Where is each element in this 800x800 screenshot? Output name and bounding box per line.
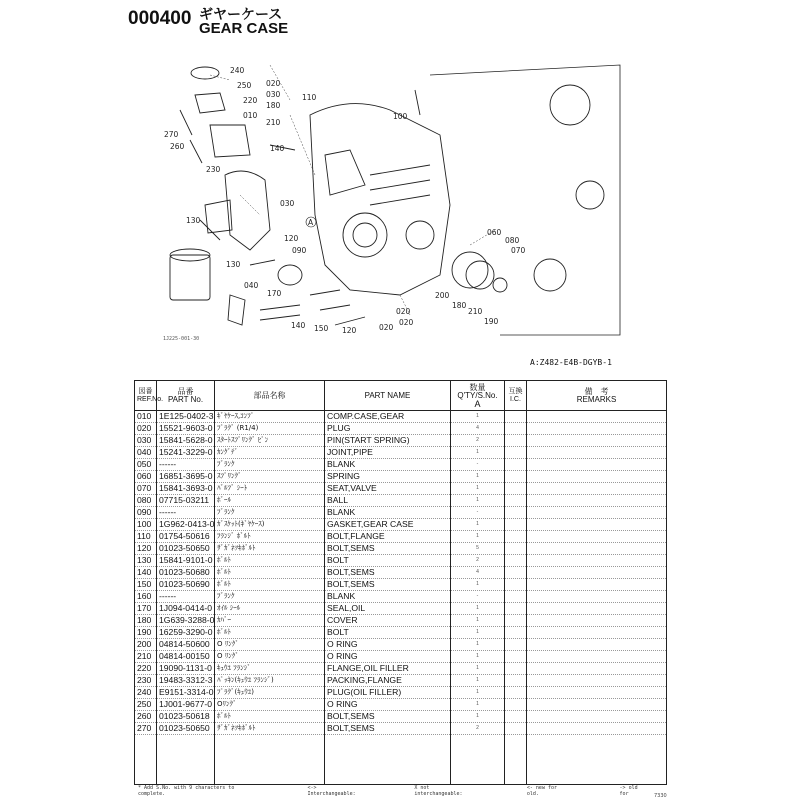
diagram-label: 020 xyxy=(379,323,394,332)
remarks-cell xyxy=(527,483,667,495)
qty-cell: 1 xyxy=(451,687,505,699)
figure-reference: A:Z482-E4B-DGYB-1 xyxy=(530,358,612,367)
qty-cell: - xyxy=(451,507,505,519)
qty-cell: 4 xyxy=(451,567,505,579)
jp-name-cell: ｽﾌﾟﾘﾝｸﾞ xyxy=(215,471,325,483)
remarks-cell xyxy=(527,579,667,591)
diagram-label: 030 xyxy=(280,199,295,208)
table-row xyxy=(135,687,667,699)
part-no-header xyxy=(157,381,215,411)
diagram-label: 150 xyxy=(314,324,329,333)
exploded-parts-diagram xyxy=(150,55,620,355)
remarks-cell xyxy=(527,471,667,483)
diagram-label: 070 xyxy=(511,246,526,255)
jp-name-cell: ﾌﾟﾗｸﾞ (R1/4) xyxy=(215,423,325,435)
diagram-label: 020 xyxy=(396,307,411,316)
ref-no-cell: 010 xyxy=(135,411,157,423)
ref-no-cell: 190 xyxy=(135,627,157,639)
table-row xyxy=(135,567,667,579)
diagram-label: 100 xyxy=(393,112,408,121)
qty-cell: 2 xyxy=(451,723,505,735)
jp-name-cell: ﾎﾞﾙﾄ xyxy=(215,627,325,639)
qty-cell: 2 xyxy=(451,555,505,567)
ref-no-cell: 140 xyxy=(135,567,157,579)
diagram-label: 270 xyxy=(164,130,179,139)
ref-no-cell: 040 xyxy=(135,447,157,459)
part-no-cell: 1J001-9677-0 xyxy=(157,699,215,711)
ref-no-cell: 060 xyxy=(135,471,157,483)
qty-cell: 1 xyxy=(451,639,505,651)
jp-name-cell: ﾌﾗﾝｼﾞ ﾎﾞﾙﾄ xyxy=(215,531,325,543)
part-no-cell: 1E125-0402-3 xyxy=(157,411,215,423)
qty-cell: 1 xyxy=(451,627,505,639)
ref-no-cell: 260 xyxy=(135,711,157,723)
part-no-cell: 1J094-0414-0 xyxy=(157,603,215,615)
diagram-label: 060 xyxy=(487,228,502,237)
qty-cell: 1 xyxy=(451,495,505,507)
blank-cell xyxy=(157,735,215,785)
remarks-header xyxy=(527,381,667,411)
diagram-label: 210 xyxy=(266,118,281,127)
ref-no-cell: 020 xyxy=(135,423,157,435)
qty-cell: 1 xyxy=(451,651,505,663)
table-row xyxy=(135,519,667,531)
ic-cell xyxy=(505,435,527,447)
qty-header xyxy=(451,381,505,411)
footer-note-old-for: -> old for xyxy=(619,785,638,797)
diagram-label: 220 xyxy=(243,96,258,105)
jp-name-cell: ﾌﾞﾗﾝｸ xyxy=(215,459,325,471)
part-name-header: PART NAME xyxy=(325,381,451,411)
diagram-drawing xyxy=(150,55,620,355)
part-no-cell: 15521-9603-0 xyxy=(157,423,215,435)
table-row xyxy=(135,507,667,519)
part-name-cell: BOLT,SEMS xyxy=(325,543,451,555)
table-row xyxy=(135,531,667,543)
table-row xyxy=(135,423,667,435)
ref-no-header xyxy=(135,381,164,411)
qty-cell: 1 xyxy=(451,663,505,675)
table-row xyxy=(135,483,667,495)
ref-no-header-jp: 図番 xyxy=(138,387,153,395)
remarks-cell xyxy=(527,639,667,651)
ic-cell xyxy=(505,687,527,699)
qty-cell: 2 xyxy=(451,435,505,447)
diagram-label: 260 xyxy=(170,142,185,151)
table-row xyxy=(135,411,667,423)
qty-cell: 5 xyxy=(451,543,505,555)
part-no-cell: 01023-50618 xyxy=(157,711,215,723)
qty-cell: - xyxy=(451,591,505,603)
qty-header-en: Q'TY/S.No. xyxy=(457,390,498,400)
part-no-cell: 19483-3312-3 xyxy=(157,675,215,687)
part-no-cell: ------ xyxy=(157,591,215,603)
diagram-label: 120 xyxy=(342,326,357,335)
ref-no-cell: 080 xyxy=(135,495,157,507)
diagram-label: 130 xyxy=(226,260,241,269)
remarks-cell xyxy=(527,675,667,687)
jp-name-cell: Oﾘﾝｸﾞ xyxy=(215,699,325,711)
ref-no-cell: 240 xyxy=(135,687,157,699)
diagram-label: 180 xyxy=(452,301,467,310)
part-no-cell: 19090-1131-0 xyxy=(157,663,215,675)
ic-header-en: I.C. xyxy=(510,395,521,403)
jp-name-header: 部品名称 xyxy=(215,381,325,411)
jp-name-cell: ｶﾝｸﾞﾃﾞ xyxy=(215,447,325,459)
remarks-cell xyxy=(527,699,667,711)
ic-cell xyxy=(505,567,527,579)
remarks-header-jp: 備 考 xyxy=(584,386,609,396)
diagram-label: 200 xyxy=(435,291,450,300)
part-no-cell: 01023-50690 xyxy=(157,579,215,591)
page-number: 7330 xyxy=(654,793,667,799)
ref-no-cell: 160 xyxy=(135,591,157,603)
ic-cell xyxy=(505,723,527,735)
ref-no-cell: 120 xyxy=(135,543,157,555)
part-name-cell: BLANK xyxy=(325,507,451,519)
qty-header-model: A xyxy=(474,398,481,409)
table-row xyxy=(135,591,667,603)
remarks-cell xyxy=(527,495,667,507)
qty-header-jp: 数量 xyxy=(469,382,486,392)
ic-cell xyxy=(505,411,527,423)
part-no-cell: 07715-03211 xyxy=(157,495,215,507)
part-name-cell: BOLT,SEMS xyxy=(325,711,451,723)
part-name-cell: BOLT,FLANGE xyxy=(325,531,451,543)
callout-label: A xyxy=(308,218,314,227)
qty-cell: 1 xyxy=(451,675,505,687)
part-name-cell: GASKET,GEAR CASE xyxy=(325,519,451,531)
jp-name-cell: O ﾘﾝｸﾞ xyxy=(215,639,325,651)
diagram-label: 020 xyxy=(266,79,281,88)
ref-no-cell: 070 xyxy=(135,483,157,495)
jp-name-cell: ｶﾊﾞｰ xyxy=(215,615,325,627)
part-name-cell: PLUG xyxy=(325,423,451,435)
table-row xyxy=(135,711,667,723)
qty-cell: 1 xyxy=(451,711,505,723)
table-row xyxy=(135,639,667,651)
table-row xyxy=(135,663,667,675)
diagram-label: 030 xyxy=(266,90,281,99)
part-no-cell: ------ xyxy=(157,459,215,471)
blank-cell xyxy=(451,735,505,785)
remarks-cell xyxy=(527,411,667,423)
diagram-label: 230 xyxy=(206,165,221,174)
ic-cell xyxy=(505,603,527,615)
part-name-cell: BLANK xyxy=(325,591,451,603)
part-name-cell: PIN(START SPRING) xyxy=(325,435,451,447)
ic-cell xyxy=(505,459,527,471)
part-name-cell: JOINT,PIPE xyxy=(325,447,451,459)
part-no-cell: 15841-3693-0 xyxy=(157,483,215,495)
ic-cell xyxy=(505,423,527,435)
ic-cell xyxy=(505,615,527,627)
drawing-code: 1J225-001-30 xyxy=(163,336,200,342)
remarks-cell xyxy=(527,423,667,435)
ref-no-cell: 270 xyxy=(135,723,157,735)
table-row xyxy=(135,579,667,591)
footer-note-not-interchangeable: X not interchangeable: xyxy=(414,785,463,797)
part-name-cell: SEAT,VALVE xyxy=(325,483,451,495)
remarks-cell xyxy=(527,651,667,663)
qty-cell: 1 xyxy=(451,519,505,531)
footer-note-interchangeable: <-> Interchangeable: xyxy=(307,785,356,797)
jp-name-cell: ｽﾀｰﾄｽﾌﾟﾘﾝｸﾞ ﾋﾟﾝ xyxy=(215,435,325,447)
remarks-cell xyxy=(527,711,667,723)
part-name-cell: BOLT xyxy=(325,555,451,567)
jp-name-cell: ﾌﾟﾗｸﾞ(ｷｭｳﾕ) xyxy=(215,687,325,699)
diagram-label: 170 xyxy=(267,289,282,298)
part-no-cell: ------ xyxy=(157,507,215,519)
table-row xyxy=(135,651,667,663)
ic-cell xyxy=(505,651,527,663)
footer-note-new-for-old: <- new for old. xyxy=(526,785,557,797)
ic-cell xyxy=(505,483,527,495)
ic-cell xyxy=(505,663,527,675)
ic-cell xyxy=(505,639,527,651)
jp-name-cell: ﾎﾞﾙﾄ xyxy=(215,567,325,579)
diagram-label: 120 xyxy=(284,234,299,243)
ref-no-cell: 100 xyxy=(135,519,157,531)
ic-cell xyxy=(505,627,527,639)
table-row xyxy=(135,675,667,687)
ref-no-cell: 030 xyxy=(135,435,157,447)
part-name-cell: SEAL,OIL xyxy=(325,603,451,615)
ref-no-cell: 110 xyxy=(135,531,157,543)
ref-no-cell: 230 xyxy=(135,675,157,687)
remarks-cell xyxy=(527,447,667,459)
jp-name-cell: ﾌﾞﾗﾝｸ xyxy=(215,507,325,519)
ref-no-header-en: REF.No. xyxy=(137,395,164,403)
table-row xyxy=(135,615,667,627)
remarks-cell xyxy=(527,519,667,531)
part-no-cell: 16851-3695-0 xyxy=(157,471,215,483)
diagram-label: 040 xyxy=(244,281,259,290)
table-row xyxy=(135,543,667,555)
part-name-cell: BOLT,SEMS xyxy=(325,567,451,579)
qty-cell: - xyxy=(451,459,505,471)
jp-name-cell: ｵｲﾙ ｼｰﾙ xyxy=(215,603,325,615)
table-row xyxy=(135,459,667,471)
qty-cell: 1 xyxy=(451,531,505,543)
diagram-label: 210 xyxy=(468,307,483,316)
table-row xyxy=(135,627,667,639)
qty-cell: 1 xyxy=(451,579,505,591)
diagram-label: 090 xyxy=(292,246,307,255)
part-no-cell: 04814-50600 xyxy=(157,639,215,651)
ref-no-cell: 220 xyxy=(135,663,157,675)
part-no-header-en: PART No. xyxy=(167,394,204,404)
part-name-cell: PACKING,FLANGE xyxy=(325,675,451,687)
qty-cell: 1 xyxy=(451,615,505,627)
table-row xyxy=(135,495,667,507)
part-no-cell: 1G639-3288-0 xyxy=(157,615,215,627)
diagram-label: 190 xyxy=(484,317,499,326)
table-row xyxy=(135,435,667,447)
ic-cell xyxy=(505,591,527,603)
ic-cell xyxy=(505,507,527,519)
remarks-cell xyxy=(527,603,667,615)
ref-no-cell: 170 xyxy=(135,603,157,615)
jp-name-cell: ﾌﾞﾗﾝｸ xyxy=(215,591,325,603)
part-no-cell: 04814-00150 xyxy=(157,651,215,663)
ic-cell xyxy=(505,495,527,507)
qty-cell: 1 xyxy=(451,603,505,615)
ic-header-jp: 互換 xyxy=(508,387,523,395)
part-no-cell: 15841-9101-0 xyxy=(157,555,215,567)
remarks-cell xyxy=(527,543,667,555)
part-no-cell: 15841-5628-0 xyxy=(157,435,215,447)
part-no-cell: 01023-50680 xyxy=(157,567,215,579)
jp-name-cell: ｻﾞｶﾞﾈﾂｷﾎﾞﾙﾄ xyxy=(215,543,325,555)
remarks-cell xyxy=(527,435,667,447)
blank-cell xyxy=(527,735,667,785)
diagram-label: 240 xyxy=(230,66,245,75)
jp-name-cell: ｷﾞﾔｹｰｽ,ｺﾝﾌﾟ xyxy=(215,411,325,423)
diagram-label: 140 xyxy=(291,321,306,330)
qty-cell: 1 xyxy=(451,447,505,459)
ic-cell xyxy=(505,675,527,687)
ic-cell xyxy=(505,519,527,531)
part-name-cell: COMP.CASE,GEAR xyxy=(325,411,451,423)
qty-cell: 1 xyxy=(451,483,505,495)
table-row xyxy=(135,555,667,567)
diagram-label: 180 xyxy=(266,101,281,110)
blank-cell xyxy=(325,735,451,785)
part-group-title-jp: ギヤーケース xyxy=(199,7,283,23)
ic-cell xyxy=(505,711,527,723)
part-name-cell: O RING xyxy=(325,651,451,663)
legend-footer xyxy=(138,785,698,797)
ref-no-cell: 090 xyxy=(135,507,157,519)
qty-cell: 4 xyxy=(451,423,505,435)
jp-name-cell: ﾎﾞｰﾙ xyxy=(215,495,325,507)
ic-cell xyxy=(505,555,527,567)
part-no-header-jp: 品番 xyxy=(177,386,194,396)
remarks-cell xyxy=(527,663,667,675)
diagram-label: 020 xyxy=(399,318,414,327)
part-name-cell: BOLT,SEMS xyxy=(325,723,451,735)
jp-name-cell: ﾊﾞﾙﾌﾞ ｼｰﾄ xyxy=(215,483,325,495)
ic-header xyxy=(505,381,527,411)
part-name-cell: O RING xyxy=(325,639,451,651)
part-no-cell: 16259-3290-0 xyxy=(157,627,215,639)
ref-no-cell: 130 xyxy=(135,555,157,567)
jp-name-cell: ﾎﾞﾙﾄ xyxy=(215,555,325,567)
table-row xyxy=(135,447,667,459)
qty-cell: 1 xyxy=(451,411,505,423)
diagram-label: 250 xyxy=(237,81,252,90)
part-name-cell: O RING xyxy=(325,699,451,711)
jp-name-cell: ﾊﾟｯｷﾝ(ｷｭｳﾕ ﾌﾗﾝｼﾞ) xyxy=(215,675,325,687)
remarks-header-en: REMARKS xyxy=(576,394,617,404)
remarks-cell xyxy=(527,507,667,519)
ic-cell xyxy=(505,531,527,543)
parts-table xyxy=(134,380,667,785)
ref-no-cell: 210 xyxy=(135,651,157,663)
part-no-cell: 01023-50650 xyxy=(157,723,215,735)
ic-cell xyxy=(505,447,527,459)
part-group-code: 000400 xyxy=(128,8,192,29)
ic-cell xyxy=(505,579,527,591)
part-no-cell: 1G962-0413-0 xyxy=(157,519,215,531)
jp-name-cell: ﾎﾞﾙﾄ xyxy=(215,711,325,723)
part-name-cell: BLANK xyxy=(325,459,451,471)
part-name-cell: BALL xyxy=(325,495,451,507)
ref-no-cell: 050 xyxy=(135,459,157,471)
part-name-cell: PLUG(OIL FILLER) xyxy=(325,687,451,699)
remarks-cell xyxy=(527,555,667,567)
remarks-cell xyxy=(527,615,667,627)
diagram-label: 140 xyxy=(270,144,285,153)
ref-no-cell: 180 xyxy=(135,615,157,627)
jp-name-cell: O ﾘﾝｸﾞ xyxy=(215,651,325,663)
table-row xyxy=(135,471,667,483)
remarks-cell xyxy=(527,459,667,471)
qty-cell: 1 xyxy=(451,471,505,483)
part-no-cell: E9151-3314-0 xyxy=(157,687,215,699)
jp-name-cell: ﾎﾞﾙﾄ xyxy=(215,579,325,591)
jp-name-cell: ｻﾞｶﾞﾈﾂｷﾎﾞﾙﾄ xyxy=(215,723,325,735)
remarks-cell xyxy=(527,723,667,735)
jp-name-cell: ｷｭｳﾕ ﾌﾗﾝｼﾞ xyxy=(215,663,325,675)
remarks-cell xyxy=(527,687,667,699)
remarks-cell xyxy=(527,627,667,639)
remarks-cell xyxy=(527,591,667,603)
ref-no-cell: 150 xyxy=(135,579,157,591)
part-group-title: GEAR CASE xyxy=(199,20,289,37)
part-name-cell: FLANGE,OIL FILLER xyxy=(325,663,451,675)
blank-cell xyxy=(215,735,325,785)
part-name-cell: BOLT,SEMS xyxy=(325,579,451,591)
remarks-cell xyxy=(527,567,667,579)
ic-cell xyxy=(505,699,527,711)
ic-cell xyxy=(505,543,527,555)
footer-note-serial: * Add S.No. with 9 characters to complete. xyxy=(138,785,235,797)
blank-cell xyxy=(505,735,527,785)
part-name-cell: COVER xyxy=(325,615,451,627)
part-name-cell: BOLT xyxy=(325,627,451,639)
diagram-label: 080 xyxy=(505,236,520,245)
table-row xyxy=(135,699,667,711)
part-no-cell: 01023-50650 xyxy=(157,543,215,555)
ic-cell xyxy=(505,471,527,483)
part-no-cell: 15241-3229-0 xyxy=(157,447,215,459)
diagram-label: 110 xyxy=(302,93,317,102)
ref-no-cell: 250 xyxy=(135,699,157,711)
blank-cell xyxy=(135,735,157,785)
qty-cell: 1 xyxy=(451,699,505,711)
table-header xyxy=(135,381,667,411)
table-row xyxy=(135,723,667,735)
table-row xyxy=(135,603,667,615)
remarks-cell xyxy=(527,531,667,543)
diagram-label: 130 xyxy=(186,216,201,225)
part-name-cell: SPRING xyxy=(325,471,451,483)
table-blank-space xyxy=(135,735,667,785)
diagram-label: 010 xyxy=(243,111,258,120)
jp-name-cell: ｶﾞｽｹｯﾄ(ｷﾞﾔｹｰｽ) xyxy=(215,519,325,531)
ref-no-cell: 200 xyxy=(135,639,157,651)
part-no-cell: 01754-50616 xyxy=(157,531,215,543)
